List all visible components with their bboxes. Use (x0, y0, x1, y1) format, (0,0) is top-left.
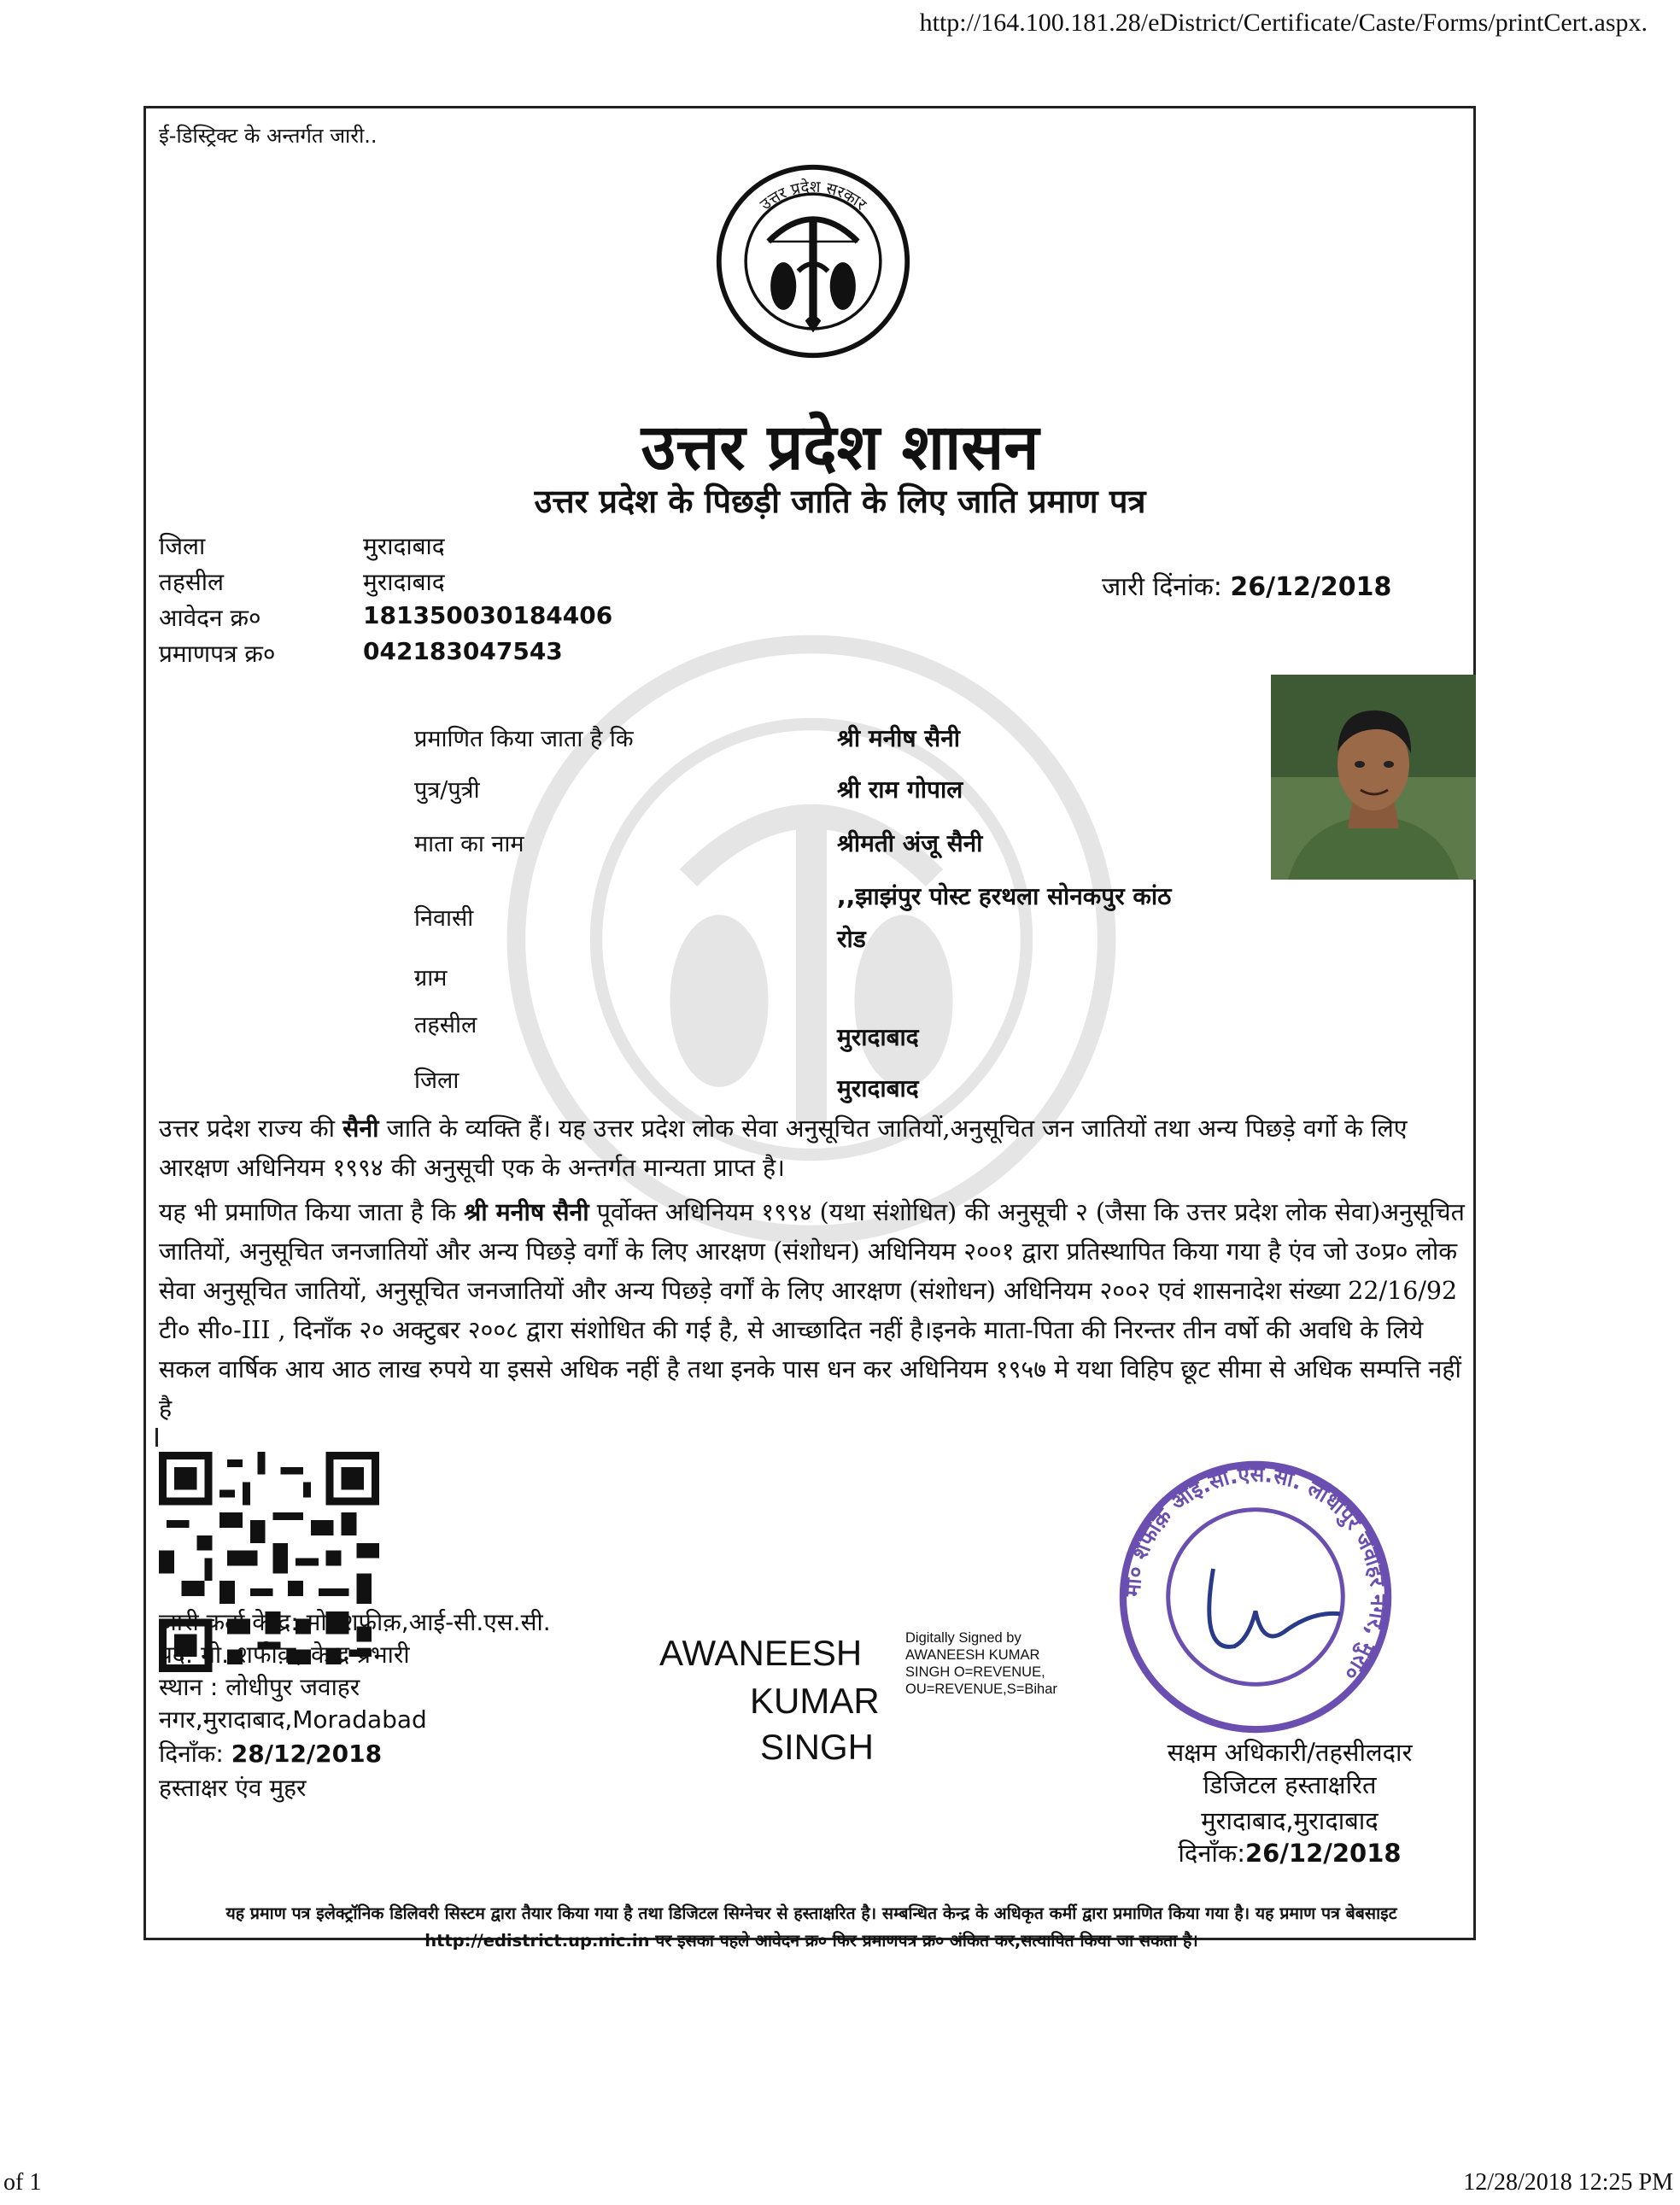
meta-label-certificate-no: प्रमाणपत्र क्र० (159, 640, 276, 668)
meta-value-district: मुरादाबाद (363, 532, 445, 560)
browser-url: http://164.100.181.28/eDistrict/Certificate/Caste/Forms/printCert.aspx. (919, 9, 1648, 37)
authority-date: दिनाँक:26/12/2018 (1178, 1839, 1402, 1868)
certified-person-name: श्री मनीष सैनी (464, 1197, 589, 1226)
detail-label-certified: प्रमाणित किया जाता है कि (414, 726, 634, 752)
official-stamp-icon (1115, 1456, 1396, 1738)
up-government-emblem-icon (714, 162, 912, 360)
detail-value-mother: श्रीमती अंजू सैनी (837, 829, 983, 857)
detail-label-son-daughter: पुत्र/पुत्री (414, 777, 480, 804)
issuer-center: जारी कर्ता केन्द्र: मो. शफीक़,आई-सी.एस.सी. (159, 1608, 551, 1636)
title-main: उत्तर प्रदेश शासन (641, 411, 1039, 484)
cursor-mark (155, 1428, 158, 1447)
detail-value-address: ,,झाझंपुर पोस्ट हरथला सोनकपुर कांठ (837, 882, 1172, 910)
issuer-date: दिनाँक: 28/12/2018 (159, 1740, 383, 1768)
issue-date-value: 26/12/2018 (1230, 572, 1392, 602)
detail-value-name: श्री मनीष सैनी (837, 724, 961, 752)
digital-signer-line1: AWANEESH (659, 1633, 863, 1673)
footer-verification-note: यह प्रमाण पत्र इलेक्ट्रॉनिक डिलिवरी सिस्टम द्वारा तैयार किया गया है तथा डिजिटल सिग्नेचर से हस्ताक्षरित है। सम्बन्धित केन्द्र के अधिकृत कर्मी द्वारा प्रमाणित किया गया है। यह प्रमाण पत्र बेबसाइट http://edistrict.up.nic.in पर इसका पहले आवेदन क्र० फिर प्रमाणपत्र क्र० अंकित कर,सत्यापित किया जा सकता है। (225, 1904, 1397, 1951)
issue-date (1102, 568, 1391, 603)
page-count: of 1 (3, 2169, 42, 2196)
issue-date-label: जारी दिंनांक: (1102, 572, 1222, 602)
meta-label-tehsil: तहसील (159, 568, 224, 596)
detail-label-tehsil: तहसील (414, 1012, 477, 1038)
detail-value-address-2: रोड (837, 925, 866, 953)
title-sub: उत्तर प्रदेश के पिछड़ी जाति के लिए जाति प्रमाण पत्र (534, 482, 1146, 520)
meta-label-district: जिला (159, 532, 206, 560)
caste-paragraph: उत्तर प्रदेश राज्य की सैनी जाति के व्यक्ति हैं। यह उत्तर प्रदेश लोक सेवा अनुसूचित जातियों,अनुसूचित जन जातियों तथा अन्य पिछड़े वर्गो के लिए आरक्षण अधिनियम १९९४ की अनुसूची एक के अन्तर्गत मान्यता प्राप्त है। (159, 1114, 1408, 1182)
issued-under-text: ई-डिस्ट्रिक्ट के अन्तर्गत जारी.. (159, 124, 378, 148)
certification-paragraph: यह भी प्रमाणित किया जाता है कि श्री मनीष सैनी पूर्वोक्त अधिनियम १९९४ (यथा संशोधित) की अनुसूची २ (जैसा कि उत्तर प्रदेश लोक सेवा)अनुसूचित जातियों, अनुसूचित जनजातियों और अन्य पिछड़े वर्गों के लिए आरक्षण (संशोधन) अधिनियम २००१ द्वारा प्रतिस्थापित किया गया है एंव जो उ०प्र० लोक सेवा अनुसूचित जातियों, अनुसूचित जनजातियों और अन्य पिछड़े वर्गों के लिए आरक्षण (संशोधन) अधिनियम २००२ एवं शासनादेश संख्या 22/16/92 टी० सी०-III , दिनाँक २० अक्टुबर २००८ द्वारा संशोधित की गई है, से आच्छादित नहीं है।इनके माता-पिता की निरन्तर तीन वर्षो की अवधि के लिये सकल वार्षिक आय आठ लाख रुपये या इससे अधिक नहीं है तथा इनके पास धन कर अधिनियम १९५७ मे यथा विहिप छूट सीमा से अधिक सम्पत्ति नहीं है (159, 1197, 1465, 1423)
detail-value-tehsil: मुरादाबाद (837, 1023, 919, 1051)
detail-label-mother: माता का नाम (414, 831, 524, 857)
digital-signer-line3: SINGH (760, 1727, 875, 1767)
authority-digital: डिजिटल हस्ताक्षरित (1203, 1770, 1377, 1799)
authority-location: मुरादाबाद,मुरादाबाद (1201, 1806, 1379, 1835)
applicant-photo (1271, 675, 1476, 880)
svg-text:उत्तर प्रदेश सरकार: उत्तर प्रदेश सरकार (757, 178, 870, 214)
issuer-place: स्थान : लोधीपुर जवाहर (159, 1673, 360, 1701)
detail-label-village: ग्राम (414, 965, 448, 991)
meta-value-certificate-no: 042183047543 (363, 637, 563, 665)
detail-value-father: श्री राम गोपाल (837, 775, 963, 804)
print-timestamp: 12/28/2018 12:25 PM (1463, 2169, 1673, 2196)
issuer-post: पद: मो. शफीक़, केन्द्र प्रभारी (159, 1641, 410, 1669)
meta-value-tehsil: मुरादाबाद (363, 568, 445, 596)
detail-label-district: जिला (414, 1067, 460, 1094)
issuer-place-2: नगर,मुरादाबाद,Moradabad (159, 1705, 427, 1734)
meta-label-application-no: आवेदन क्र० (159, 604, 261, 632)
digital-signature-note: Digitally Signed by AWANEESH KUMAR SINGH O=REVENUE, OU=REVENUE,S=Bihar (905, 1630, 1057, 1697)
detail-value-district: मुरादाबाद (837, 1074, 919, 1102)
caste-name: सैनी (342, 1114, 379, 1143)
meta-value-application-no: 181350030184406 (363, 601, 613, 629)
detail-label-resident: निवासी (414, 905, 474, 932)
issuer-sign-label: हस्ताक्षर एंव मुहर (159, 1774, 307, 1802)
digital-signer-line2: KUMAR (750, 1681, 880, 1721)
authority-title: सक्षम अधिकारी/तहसीलदार (1167, 1738, 1413, 1767)
svg-text:मो० शफीक़ आई.सी.एस.सी. लोधीपुर: मो० शफीक़ आई.सी.एस.सी. लोधीपुर जवाहर नगर, मुरा० (1120, 1461, 1391, 1686)
